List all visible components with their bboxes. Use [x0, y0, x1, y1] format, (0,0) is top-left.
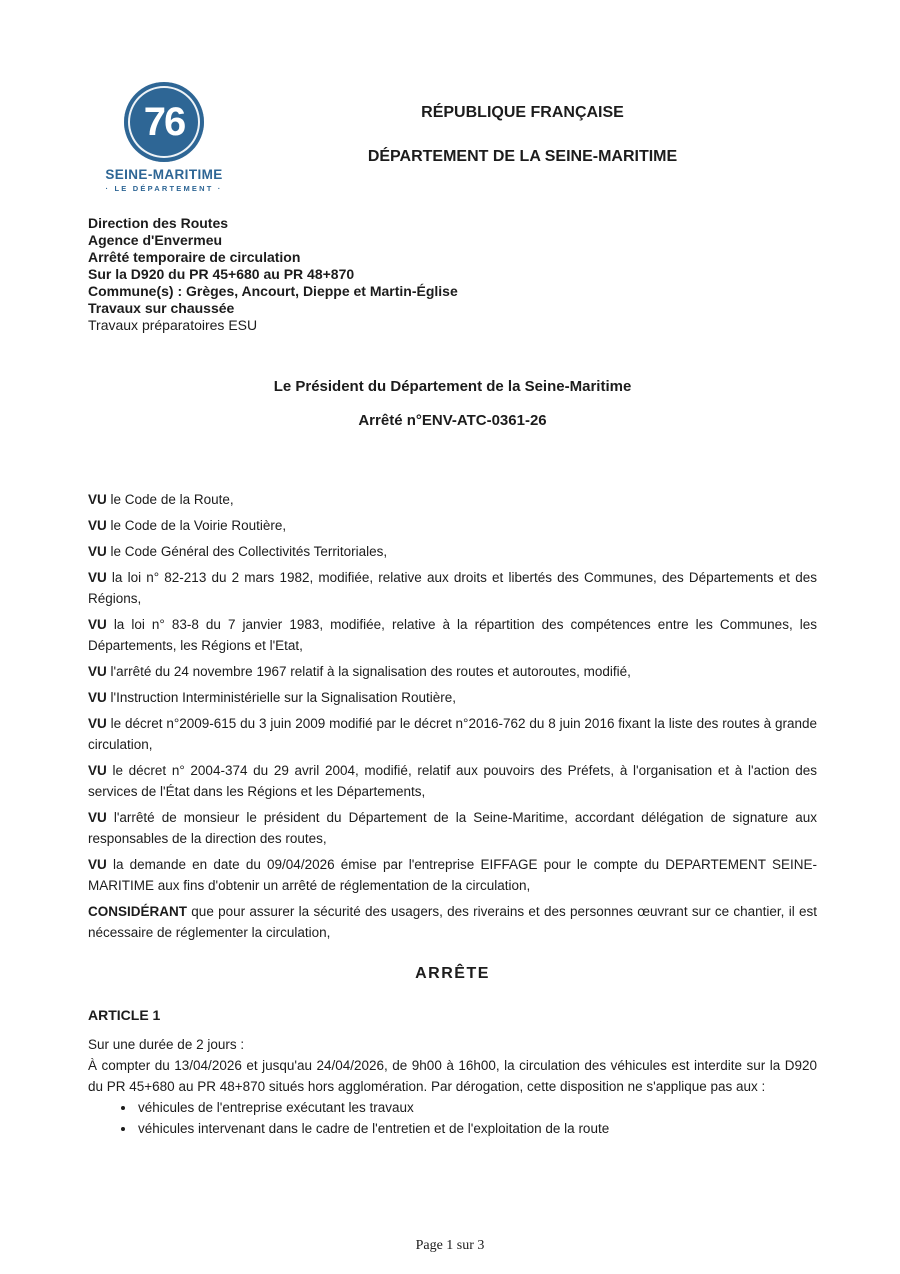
logo-number: 76 — [143, 99, 185, 144]
info-line-communes: Commune(s) : Grèges, Ancourt, Dieppe et Martin-Église — [88, 283, 458, 299]
recital-label: VU — [88, 690, 107, 705]
recital-paragraph — [88, 760, 817, 802]
recital-paragraph — [88, 489, 817, 510]
recital-text: la loi n° 82-213 du 2 mars 1982, modifiée, relative aux droits et libertés des Communes, des Départements et des Régions, — [88, 570, 817, 606]
exception-item: • véhicules intervenant dans le cadre de l'entretien et de l'exploitation de la route — [136, 1118, 817, 1139]
recital-paragraph — [88, 661, 817, 682]
recital-paragraph — [88, 854, 817, 896]
info-line-works-type: Travaux sur chaussée — [88, 300, 235, 316]
exception-item: • véhicules de l'entreprise exécutant les travaux — [136, 1097, 817, 1118]
recitals-section — [88, 489, 817, 943]
recital-paragraph — [88, 901, 817, 943]
recital-text: le Code Général des Collectivités Territoriales, — [110, 544, 388, 559]
recital-text: l'arrêté du 24 novembre 1967 relatif à la signalisation des routes et autoroutes, modifié, — [110, 664, 631, 679]
info-line-direction: Direction des Routes — [88, 215, 229, 231]
recital-label: VU — [88, 518, 107, 533]
recital-paragraph — [88, 614, 817, 656]
recital-text: l'Instruction Interministérielle sur la Signalisation Routière, — [110, 690, 457, 705]
recital-paragraph — [88, 687, 817, 708]
info-line-arrete-type: Arrêté temporaire de circulation — [88, 249, 301, 265]
recital-text: l'arrêté de monsieur le président du Département de la Seine-Maritime, accordant délégation de signature aux responsables de la direction des routes, — [88, 810, 817, 846]
recital-text: le décret n° 2004-374 du 29 avril 2004, modifié, relatif aux pouvoirs des Préfets, à l'organisation et à l'action des services de l'État dans les Régions et les Départements, — [88, 763, 817, 799]
logo-76-badge — [124, 82, 204, 162]
logo-department-subtitle: · LE DÉPARTEMENT · — [105, 184, 223, 193]
recital-text: le décret n°2009-615 du 3 juin 2009 modifié par le décret n°2016-762 du 8 juin 2016 fixant la liste des routes à grande circulation, — [88, 716, 817, 752]
page-number-footer: Page 1 sur 3 — [415, 1238, 485, 1253]
department-title: DÉPARTEMENT DE LA SEINE-MARITIME — [367, 148, 678, 165]
article-1-exceptions-list — [118, 1097, 817, 1139]
republic-title: RÉPUBLIQUE FRANÇAISE — [421, 104, 624, 121]
info-line-works-detail: Travaux préparatoires ESU — [88, 317, 258, 333]
arrete-number: Arrêté n°ENV-ATC-0361-26 — [358, 412, 547, 429]
document-info-block — [88, 215, 817, 334]
logo-department-name: SEINE-MARITIME — [105, 167, 223, 182]
article-1-body: À compter du 13/04/2026 et jusqu'au 24/04/2026, de 9h00 à 16h00, la circulation des véhicules est interdite sur la D920 du PR 45+680 au PR 48+870 situés hors agglomération. Par dérogation, cette disposition ne s'applique pas aux : — [88, 1058, 817, 1094]
recital-label: VU — [88, 810, 107, 825]
recital-text: le Code de la Route, — [110, 492, 234, 507]
recital-label: VU — [88, 716, 107, 731]
recital-paragraph — [88, 567, 817, 609]
recital-label: VU — [88, 664, 107, 679]
recital-label: VU — [88, 570, 107, 585]
recital-paragraph — [88, 515, 817, 536]
recital-paragraph — [88, 807, 817, 849]
president-title: Le Président du Département de la Seine-Maritime — [273, 378, 632, 395]
article-1-intro: Sur une durée de 2 jours : — [88, 1037, 245, 1052]
seine-maritime-logo — [100, 82, 228, 193]
recital-label: CONSIDÉRANT — [88, 904, 188, 919]
recital-label: VU — [88, 492, 107, 507]
recital-label: VU — [88, 544, 107, 559]
recital-label: VU — [88, 617, 107, 632]
arrete-heading: ARRÊTE — [415, 965, 490, 982]
recital-text: le Code de la Voirie Routière, — [110, 518, 287, 533]
recital-label: VU — [88, 857, 107, 872]
document-title-block — [88, 378, 817, 429]
recital-paragraph — [88, 541, 817, 562]
recital-text: la demande en date du 09/04/2026 émise par l'entreprise EIFFAGE pour le compte du DEPARTEMENT SEINE-MARITIME aux fins d'obtenir un arrêté de réglementation de la circulation, — [88, 857, 817, 893]
recital-paragraph — [88, 713, 817, 755]
recital-text: la loi n° 83-8 du 7 janvier 1983, modifiée, relative à la répartition des compétences entre les Communes, les Départements, les Régions et l'Etat, — [88, 617, 817, 653]
article-1-section — [88, 1007, 817, 1139]
document-header — [88, 82, 817, 193]
article-1-heading: ARTICLE 1 — [88, 1007, 161, 1023]
info-line-road-section: Sur la D920 du PR 45+680 au PR 48+870 — [88, 266, 355, 282]
header-titles — [228, 82, 817, 166]
recital-text: que pour assurer la sécurité des usagers, des riverains et des personnes œuvrant sur ce chantier, il est nécessaire de réglementer la circulation, — [88, 904, 817, 940]
info-line-agency: Agence d'Envermeu — [88, 232, 223, 248]
recital-label: VU — [88, 763, 107, 778]
